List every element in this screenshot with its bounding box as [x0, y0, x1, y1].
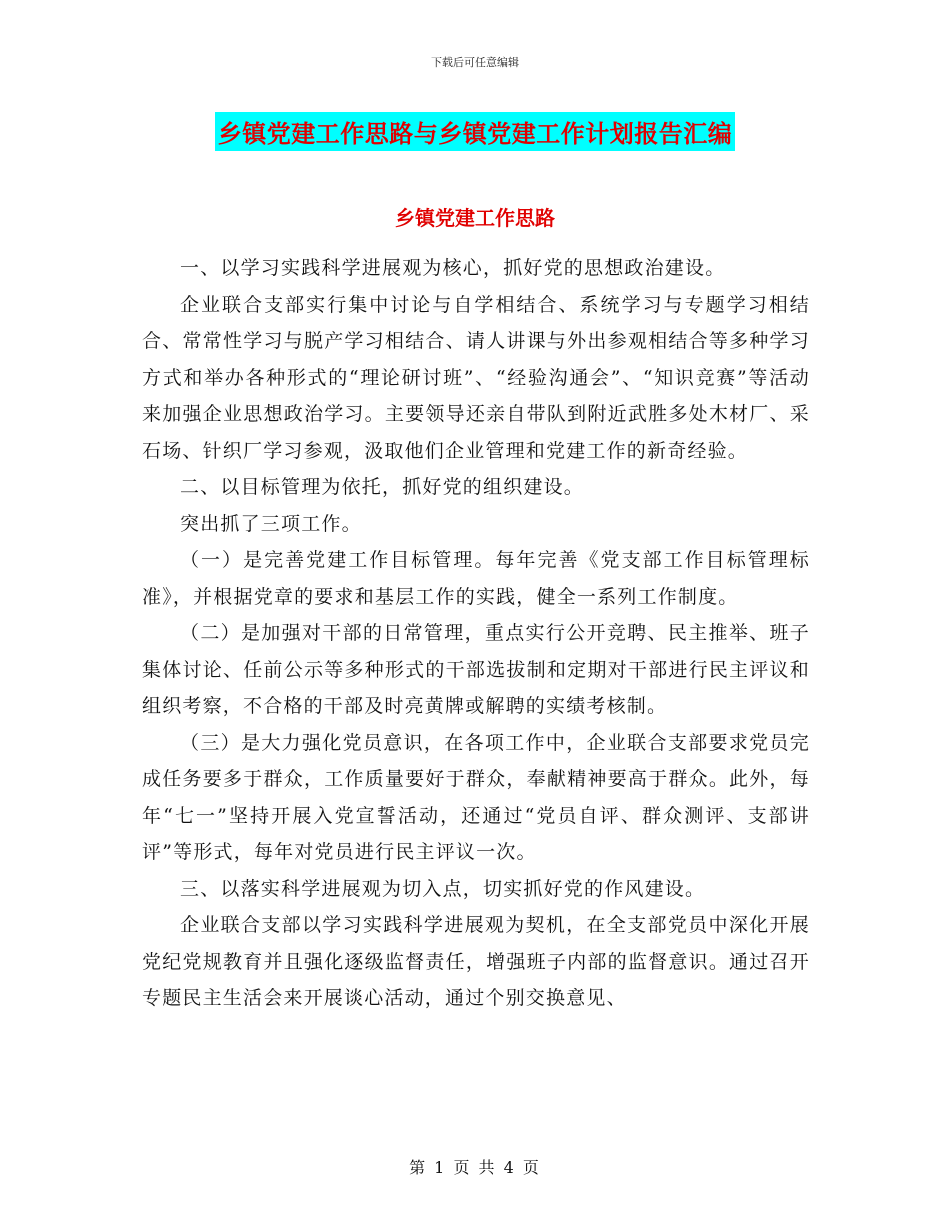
paragraph: （一）是完善党建工作目标管理。每年完善《党支部工作目标管理标准》，并根据党章的要求和基层工作的实践，健全一系列工作制度。 — [142, 549, 810, 608]
header-note: 下载后可任意编辑 — [431, 56, 519, 69]
main-title-wrap — [0, 112, 950, 151]
paragraph: 突出抓了三项工作。 — [180, 512, 362, 535]
paragraph: （二）是加强对干部的日常管理，重点实行公开竞聘、民主推举、班子集体讨论、任前公示等多种形式的干部选拔制和定期对干部进行民主评议和组织考察，不合格的干部及时亮黄牌或解聘的实绩考核制。 — [142, 622, 810, 717]
paragraph: 企业联合支部以学习实践科学进展观为契机，在全支部党员中深化开展党纪党规教育并且强化逐级监督责任，增强班子内部的监督意识。通过召开专题民主生活会来开展谈心活动，通过个别交换意见、 — [142, 914, 810, 1009]
paragraph: 三、以落实科学进展观为切入点，切实抓好党的作风建设。 — [180, 877, 706, 900]
main-title: 乡镇党建工作思路与乡镇党建工作计划报告汇编 — [215, 112, 736, 151]
paragraph: 一、以学习实践科学进展观为核心，抓好党的思想政治建设。 — [180, 257, 726, 279]
paragraph: （三）是大力强化党员意识，在各项工作中，企业联合支部要求党员完成任务要多于群众，工作质量要好于群众，奉献精神要高于群众。此外，每年“七一”坚持开展入党宣誓活动，还通过“党员自评、群众测评、支部讲评”等形式，每年对党员进行民主评议一次。 — [142, 731, 810, 863]
paragraph: 企业联合支部实行集中讨论与自学相结合、系统学习与专题学习相结合、常常性学习与脱产学习相结合、请人讲课与外出参观相结合等多种学习方式和举办各种形式的“理论研讨班”、“经验沟通会”、“知识竞赛”等活动来加强企业思想政治学习。主要领导还亲自带队到附近武胜多处木材厂、采石场、针织厂学习参观，汲取他们企业管理和党建工作的新奇经验。 — [142, 293, 810, 462]
document-body — [142, 250, 810, 1017]
paragraph: 二、以目标管理为依托，抓好党的组织建设。 — [180, 476, 585, 498]
page-footer: 第 1 页 共 4 页 — [409, 1158, 541, 1177]
section-title: 乡镇党建工作思路 — [395, 206, 555, 230]
